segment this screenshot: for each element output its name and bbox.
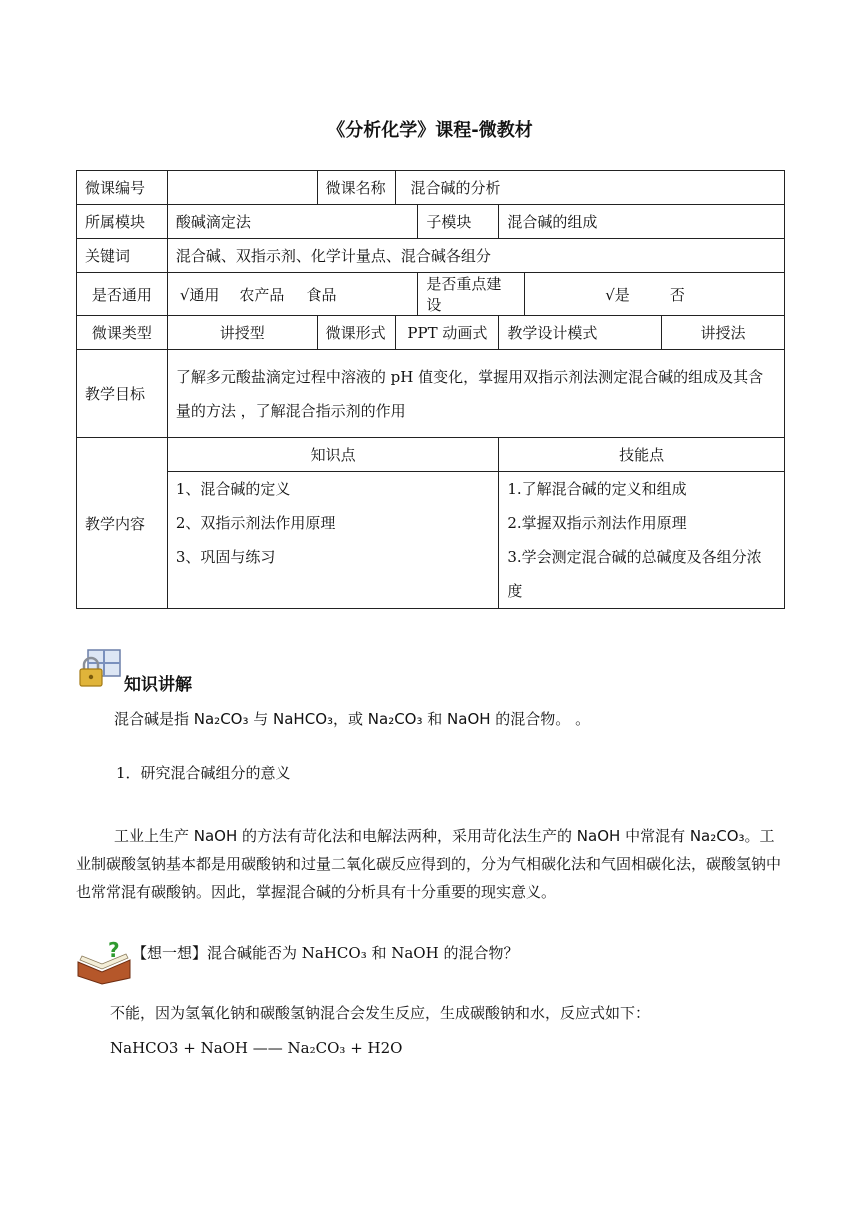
reaction-equation: NaHCO3 + NaOH —— Na₂CO₃ + H2O <box>110 1039 403 1057</box>
key-build-label: 是否重点建设 <box>418 273 525 316</box>
lock-window-icon <box>76 648 124 690</box>
intro-text: 混合碱是指 Na₂CO₃ 与 NaHCO₃，或 Na₂CO₃ 和 NaOH 的混合物。 。 <box>114 710 591 728</box>
keywords-value: 混合碱、双指示剂、化学计量点、混合碱各组分 <box>167 239 784 273</box>
general-option: 食品 <box>306 285 337 304</box>
skill-header: 技能点 <box>499 438 785 472</box>
body-paragraph: 工业上生产 NaOH 的方法有苛化法和电解法两种，采用苛化法生产的 NaOH 中常混有 Na₂CO₃。工业制碳酸氢钠基本都是用碳酸钠和过量二氧化碳反应得到的，分为气相碳化法和气固相碳化法，碳酸氢钠中也常常混有碳酸钠。因此，掌握混合碱的分析具有十分重要的现实意义。 <box>76 827 782 901</box>
section-heading-text: 知识讲解 <box>124 675 192 695</box>
key-build-option: 否 <box>669 285 685 304</box>
skill-item: 2.掌握双指示剂法作用原理 <box>507 514 687 532</box>
goal-value: 了解多元酸盐滴定过程中溶液的 pH 值变化，掌握用双指示剂法测定混合碱的组成及其含量的方法 ，了解混合指示剂的作用 <box>167 350 784 438</box>
key-build-options <box>525 273 785 316</box>
module-value: 酸碱滴定法 <box>167 205 418 239</box>
page-title: 《分析化学》课程-微教材 <box>327 120 533 141</box>
skill-list <box>499 472 785 609</box>
knowledge-list <box>167 472 498 609</box>
form-label: 微课形式 <box>317 316 396 350</box>
type-value: 讲授型 <box>167 316 317 350</box>
general-options <box>167 273 418 316</box>
general-option: 农产品 <box>239 285 285 304</box>
design-value: 讲授法 <box>662 316 785 350</box>
keywords-label: 关键词 <box>77 239 168 273</box>
knowledge-item: 3、巩固与练习 <box>175 548 276 566</box>
knowledge-header: 知识点 <box>167 438 498 472</box>
course-info-table <box>76 170 785 609</box>
think-prompt: 【想一想】混合碱能否为 NaHCO₃ 和 NaOH 的混合物？ <box>132 944 519 962</box>
submodule-value: 混合碱的组成 <box>499 205 785 239</box>
submodule-label: 子模块 <box>418 205 499 239</box>
question-book-icon <box>76 940 132 986</box>
knowledge-item: 1、混合碱的定义 <box>175 480 291 498</box>
module-label: 所属模块 <box>77 205 168 239</box>
goal-label: 教学目标 <box>77 350 168 438</box>
type-label: 微课类型 <box>77 316 168 350</box>
form-value: PPT 动画式 <box>396 316 499 350</box>
skill-item: 1.了解混合碱的定义和组成 <box>507 480 687 498</box>
general-option: √通用 <box>179 285 220 304</box>
svg-text:?: ? <box>108 940 120 962</box>
course-name-label: 微课名称 <box>317 171 396 205</box>
course-name-value: 混合碱的分析 <box>396 171 785 205</box>
course-id-label: 微课编号 <box>77 171 168 205</box>
course-id-value <box>167 171 317 205</box>
general-label: 是否通用 <box>77 273 168 316</box>
design-label: 教学设计模式 <box>499 316 662 350</box>
skill-item: 3.学会测定混合碱的总碱度及各组分浓度 <box>507 548 762 600</box>
key-build-option: √是 <box>605 285 630 304</box>
subheading: 1．研究混合碱组分的意义 <box>116 764 291 782</box>
answer-text: 不能，因为氢氧化钠和碳酸氢钠混合会发生反应，生成碳酸钠和水，反应式如下： <box>110 1004 651 1022</box>
knowledge-item: 2、双指示剂法作用原理 <box>175 514 336 532</box>
content-label: 教学内容 <box>77 438 168 609</box>
